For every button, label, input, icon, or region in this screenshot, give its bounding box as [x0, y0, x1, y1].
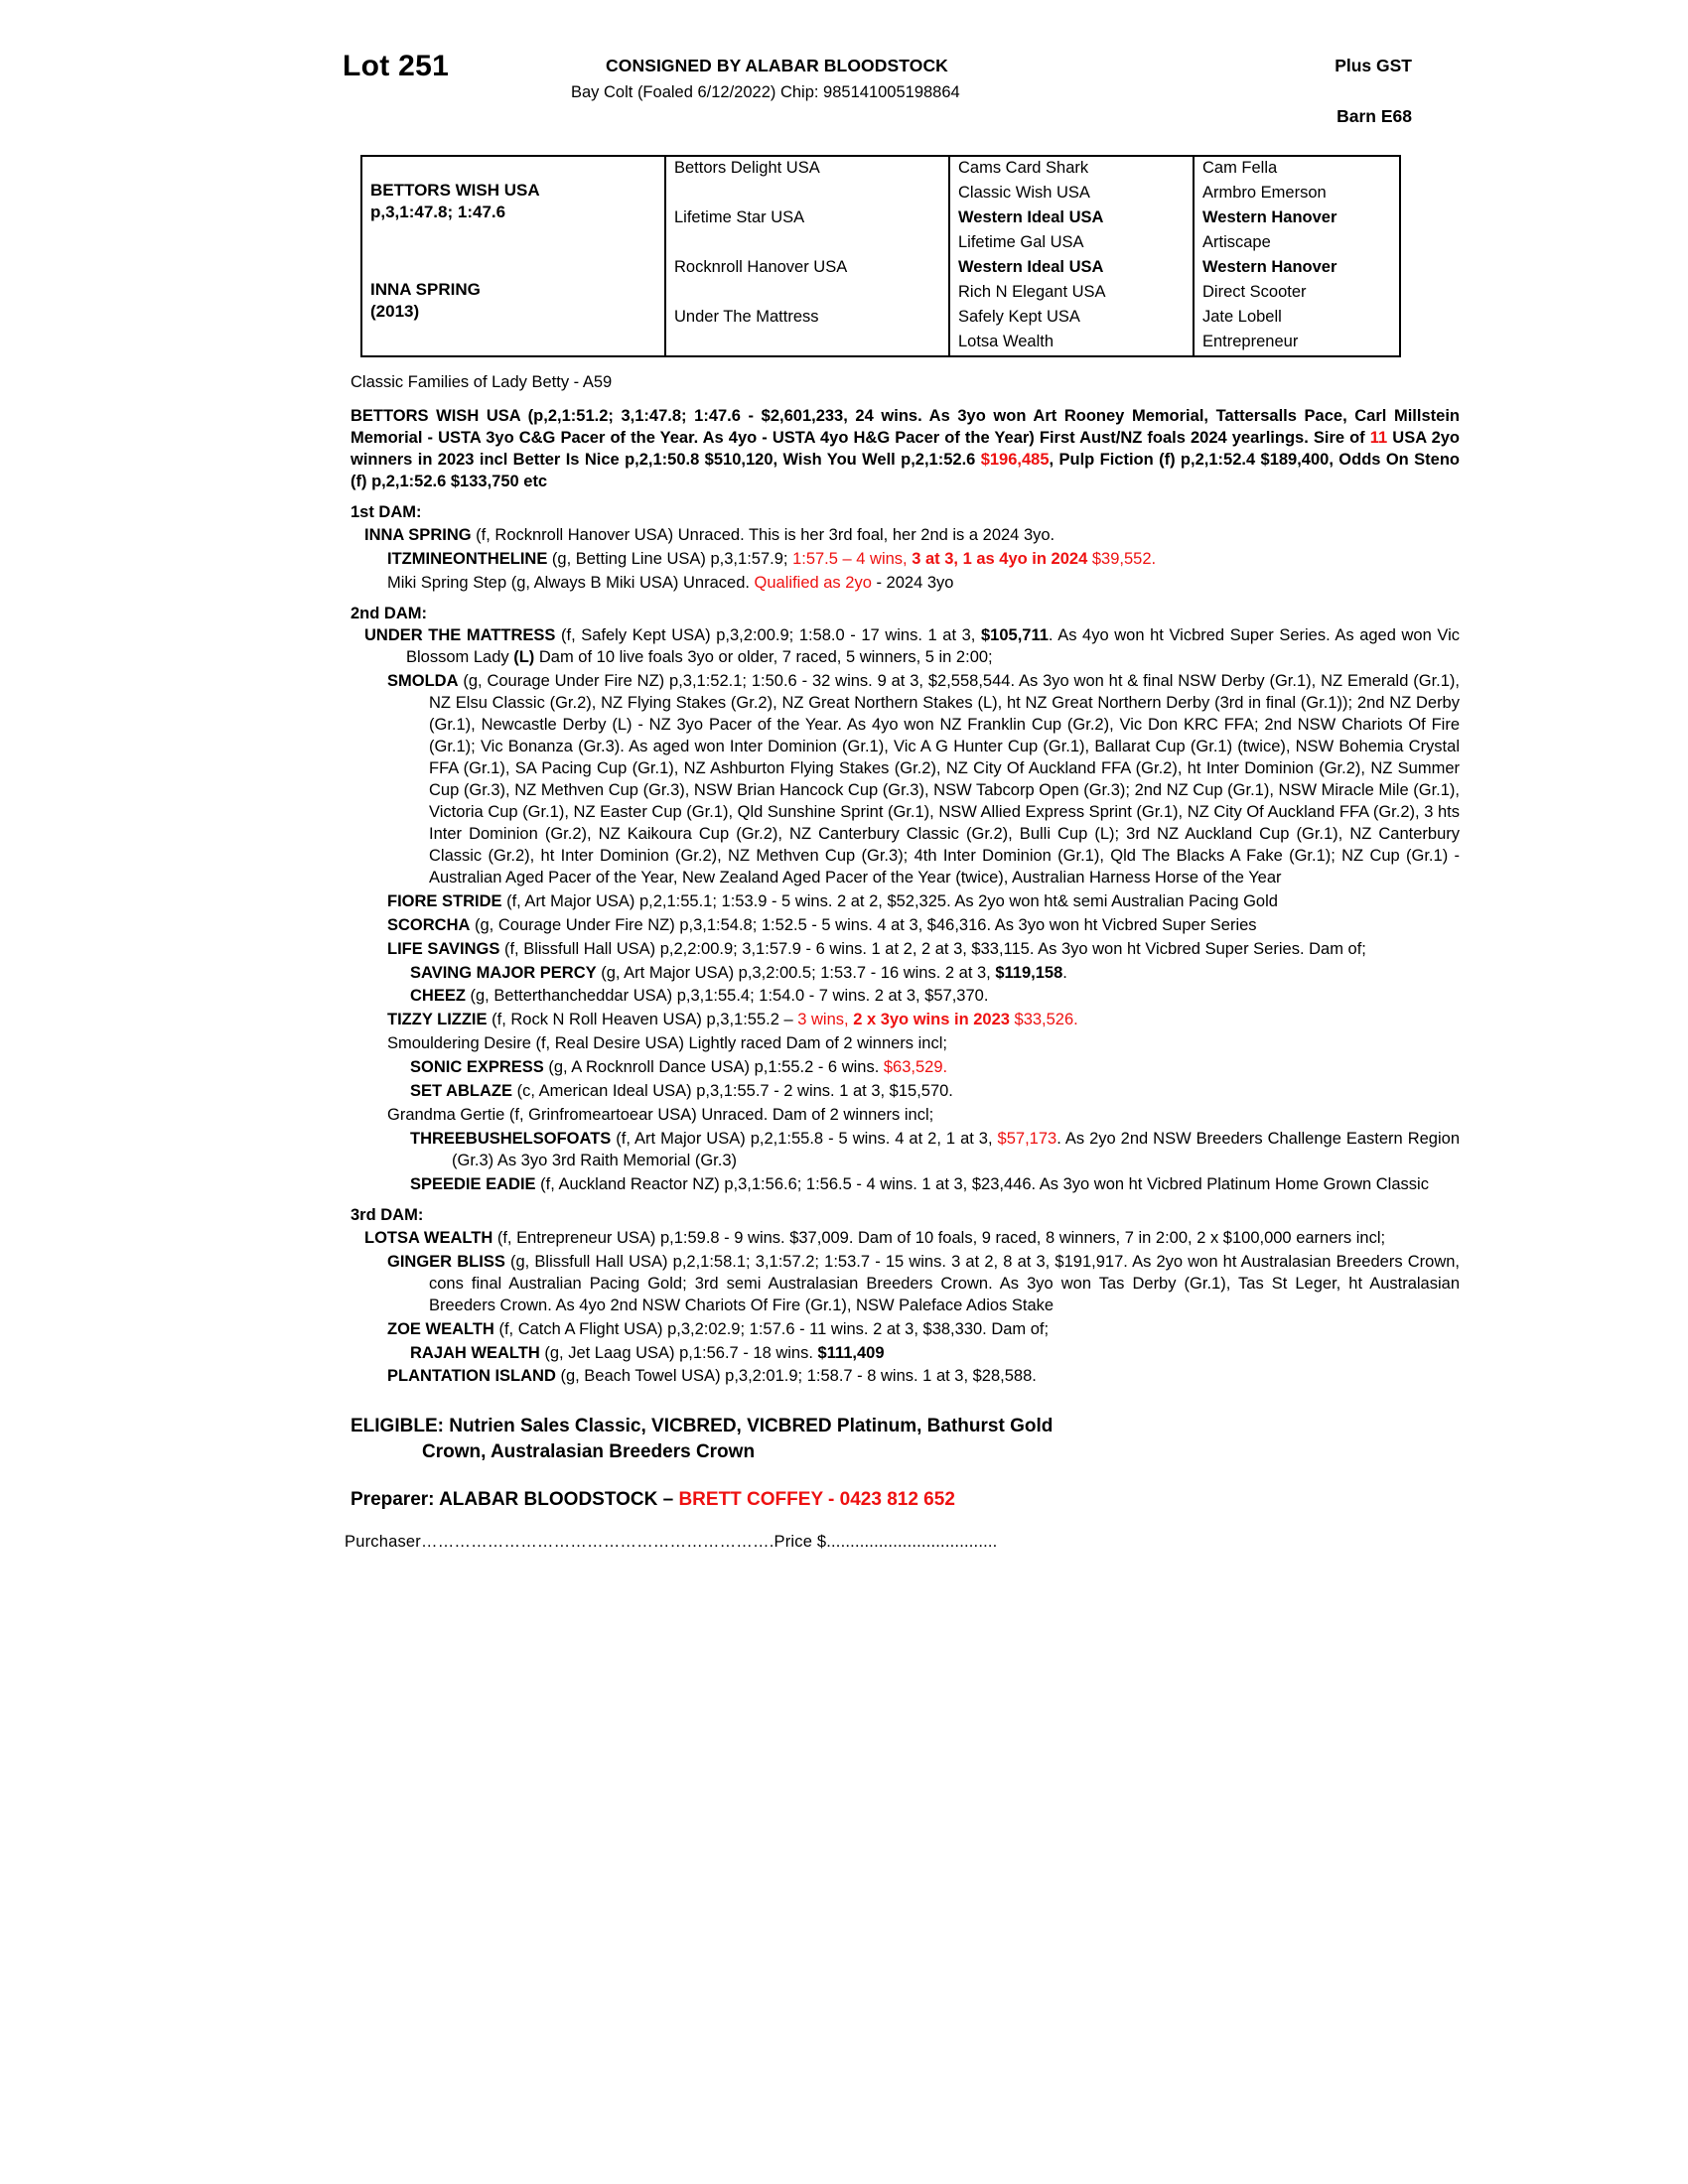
itz-red-bold: 3 at 3, 1 as 4yo in 2024	[912, 549, 1088, 568]
ginger-name: GINGER BLISS	[387, 1252, 505, 1271]
utm-d: (L)	[513, 648, 535, 667]
dam-cell	[361, 256, 665, 356]
zoe-name: ZOE WEALTH	[387, 1319, 494, 1338]
speedie-text: (f, Auckland Reactor NZ) p,3,1:56.6; 1:56.5 - 4 wins. 1 at 3, $23,446. As 3yo won ht Vicbred Platinum Home Grown Classic	[535, 1174, 1429, 1193]
plantation-text: (g, Beach Towel USA) p,3,2:01.9; 1:58.7 - 8 wins. 1 at 3, $28,588.	[555, 1367, 1037, 1386]
rajah-a: (g, Jet Laag USA) p,1:56.7 - 18 wins.	[539, 1343, 818, 1362]
tizzy-black: (f, Rock N Roll Heaven USA) p,3,1:55.2 –	[487, 1011, 798, 1029]
utm-b: $105,711	[981, 626, 1049, 645]
ped-gen4-1: Cam Fella	[1202, 159, 1278, 177]
family-line: Classic Families of Lady Betty - A59	[351, 373, 613, 391]
consignor-label: CONSIGNED BY ALABAR BLOODSTOCK	[606, 56, 948, 75]
grandma-gertie-entry: Grandma Gertie (f, Grinfromeartoear USA) Unraced. Dam of 2 winners incl;	[387, 1106, 934, 1125]
ped-gen2-3b	[665, 281, 949, 306]
dam1-rest: (f, Rocknroll Hanover USA) Unraced. This is her 3rd foal, her 2nd is a 2024 3yo.	[471, 525, 1055, 544]
table-row	[361, 156, 1400, 182]
ped-gen2-1b	[665, 182, 949, 206]
sire-para-3: , Pulp Fiction (f) p,2,1:52.4 $189,400, Odds On Steno (f) p,2,1:52.6 $133,750 etc	[351, 450, 1460, 490]
miki-red: Qualified as 2yo	[754, 573, 872, 592]
itz-black: (g, Betting Line USA) p,3,1:57.9;	[547, 549, 793, 568]
three-black-2: . As 2yo 2nd NSW Breeders Challenge Eastern Region (Gr.3) As 3yo 3rd Raith Memorial (Gr.3)	[452, 1130, 1460, 1169]
life-text: (f, Blissfull Hall USA) p,2,2:00.9; 3,1:57.9 - 6 wins. 1 at 2, 2 at 3, $33,115. As 3yo won ht Vicbred Super Series. Dam of;	[499, 939, 1366, 958]
ped-gen4-7: Jate Lobell	[1202, 308, 1282, 326]
ped-gen2-4b	[665, 331, 949, 356]
utm-name: UNDER THE MATTRESS	[364, 626, 556, 645]
second-dam-heading: 2nd DAM:	[351, 604, 427, 622]
purchaser-line: Purchaser……………………………………………………….Price $....................................	[345, 1532, 998, 1551]
miki-spring-step-entry	[387, 573, 1460, 595]
lotsa-wealth-entry	[364, 1228, 1460, 1250]
ped-gen4-6: Direct Scooter	[1202, 283, 1307, 301]
sire-para-red-1: 11	[1369, 428, 1388, 447]
three-black-1: (f, Art Major USA) p,2,1:55.8 - 5 wins. 4 at 2, 1 at 3,	[611, 1130, 998, 1149]
miki-black-2: - 2024 3yo	[871, 573, 954, 592]
smouldering-desire-entry: Smouldering Desire (f, Real Desire USA) Lightly raced Dam of 2 winners incl;	[387, 1034, 947, 1053]
speedie-eadie-entry	[410, 1174, 1460, 1196]
fiore-text: (f, Art Major USA) p,2,1:55.1; 1:53.9 - 5 wins. 2 at 2, $52,325. As 2yo won ht& semi Australian Pacing Gold	[501, 891, 1278, 910]
ped-gen3-1: Cams Card Shark	[949, 156, 1194, 182]
smp-name: SAVING MAJOR PERCY	[410, 963, 597, 982]
plantation-island-entry	[387, 1366, 1460, 1388]
rajah-b: $111,409	[817, 1343, 885, 1362]
ped-gen4-5: Western Hanover	[1202, 258, 1337, 276]
ped-gen4-3: Western Hanover	[1202, 208, 1337, 226]
smp-a: (g, Art Major USA) p,3,2:00.5; 1:53.7 - 16 wins. 2 at 3,	[596, 963, 996, 982]
dam1-line	[364, 525, 1460, 547]
fiore-name: FIORE STRIDE	[387, 891, 502, 910]
eligible-line-1: ELIGIBLE: Nutrien Sales Classic, VICBRED, VICBRED Platinum, Bathurst Gold	[351, 1416, 1054, 1437]
utm-a: (f, Safely Kept USA) p,3,2:00.9; 1:58.0 - 17 wins. 1 at 3,	[555, 626, 981, 645]
smolda-entry	[387, 671, 1460, 888]
dam-year: (2013)	[370, 302, 420, 322]
tizzy-red-1: 3 wins,	[797, 1011, 854, 1029]
lotsa-name: LOTSA WEALTH	[364, 1228, 493, 1247]
smp-b: $119,158	[995, 963, 1063, 982]
scorcha-text: (g, Courage Under Fire NZ) p,3,1:54.8; 1:52.5 - 5 wins. 4 at 3, $46,316. As 3yo won ht Vicbred Super Series	[470, 915, 1257, 934]
sonic-red: $63,529.	[883, 1058, 948, 1077]
ped-gen3-3: Western Ideal USA	[949, 206, 1194, 231]
ped-gen3-6: Rich N Elegant USA	[949, 281, 1194, 306]
sire-name: BETTORS WISH USA	[370, 181, 540, 200]
table-row	[361, 256, 1400, 281]
smolda-text: (g, Courage Under Fire NZ) p,3,1:52.1; 1:50.6 - 32 wins. 9 at 3, $2,558,544. As 3yo won ht & final NSW Derby (Gr.1), NZ Emerald (Gr.1), NZ Elsu Classic (Gr.2), NZ Flying Stakes (Gr.2), NZ Great Northern Stakes (L), ht NZ Great Northern Derby (3rd in final (Gr.1)); 2nd NZ Derby (Gr.1), Newcastle Derby (L) - NZ 3yo Pacer of the Year. As 4yo won NZ Franklin Cup (Gr.2), Vic Don KRC FFA; 2nd NSW Chariots Of Fire (Gr.1); Vic Bonanza (Gr.3). As aged won Inter Dominion (Gr.1), Vic A G Hunter Cup (Gr.1), Ballarat Cup (Gr.1) (twice), NSW Bohemia Crystal FFA (Gr.1), SA Pacing Cup (Gr.1), NZ Ashburton Flying Stakes (Gr.2), NZ City Of Auckland FFA (Gr.2), ht Inter Dominion (Gr.2), NZ Summer Cup (Gr.3), NZ Methven Cup (Gr.3), NSW Brian Hancock Cup (Gr.3), NSW Tabcorp Open (Gr.3); 2nd NZ Cup (Gr.1), NSW Miracle Mile (Gr.1), Victoria Cup (Gr.1), NZ Easter Cup (Gr.1), Qld Sunshine Sprint (Gr.1), NSW Allied Express Sprint (Gr.1), NZ City Of Auckland FFA (Gr.2), 3 hts Inter Dominion (Gr.2), NZ Kaikoura Cup (Gr.2), NZ Canterbury Classic (Gr.2), Bulli Cup (L); 3rd NZ Auckland Cup (Gr.1), NZ Canterbury Classic (Gr.2), ht Inter Dominion (Gr.2), NZ Methven Cup (Gr.3); 4th Inter Dominion (Gr.1), Qld The Blacks A Fake (Gr.1); NZ Cup (Gr.1) - Australian Aged Pacer of the Year, New Zealand Aged Pacer of the Year (twice), Australian Harness Horse of the Year	[429, 672, 1460, 887]
ped-gen3-5: Western Ideal USA	[949, 256, 1194, 281]
ped-gen4-2: Armbro Emerson	[1202, 184, 1327, 202]
ped-gen4-4: Artiscape	[1202, 233, 1271, 251]
smolda-name: SMOLDA	[387, 672, 459, 691]
setab-text: (c, American Ideal USA) p,3,1:55.7 - 2 wins. 1 at 3, $15,570.	[511, 1082, 953, 1101]
ped-gen2-2b	[665, 231, 949, 256]
lotsa-text: (f, Entrepreneur USA) p,1:59.8 - 9 wins. $37,009. Dam of 10 foals, 9 raced, 8 winners, 7 in 2:00, 2 x $100,000 earners incl;	[492, 1228, 1386, 1247]
pedigree-table	[360, 155, 1401, 357]
sonic-black: (g, A Rocknroll Dance USA) p,1:55.2 - 6 wins.	[543, 1058, 884, 1077]
cheez-entry	[410, 986, 1460, 1008]
zoe-wealth-entry	[387, 1319, 1460, 1341]
utm-e: Dam of 10 live foals 3yo or older, 7 raced, 5 winners, 5 in 2:00;	[534, 648, 993, 667]
preparer-label: Preparer: ALABAR BLOODSTOCK –	[351, 1488, 679, 1510]
ped-gen3-4: Lifetime Gal USA	[949, 231, 1194, 256]
ped-gen2-4: Under The Mattress	[665, 306, 949, 331]
sonic-name: SONIC EXPRESS	[410, 1058, 544, 1077]
sire-paragraph	[351, 406, 1460, 493]
itz-name: ITZMINEONTHELINE	[387, 549, 548, 568]
dam1-name: INNA SPRING	[364, 525, 472, 544]
sire-para-2: USA 2yo winners in 2023 incl Better Is Nice p,2,1:50.8 $510,120, Wish You Well p,2,1:52.6	[351, 428, 1460, 469]
ped-gen3-7: Safely Kept USA	[949, 306, 1194, 331]
smp-c: .	[1062, 963, 1067, 982]
threebushelsofoats-entry	[410, 1129, 1460, 1172]
pedigree-body	[343, 406, 1460, 1388]
tizzy-name: TIZZY LIZZIE	[387, 1011, 488, 1029]
speedie-name: SPEEDIE EADIE	[410, 1174, 536, 1193]
miki-black-1: Miki Spring Step (g, Always B Miki USA) Unraced.	[387, 573, 755, 592]
life-savings-entry	[387, 939, 1460, 961]
rajah-wealth-entry	[410, 1343, 1460, 1365]
setab-name: SET ABLAZE	[410, 1082, 512, 1101]
rajah-name: RAJAH WEALTH	[410, 1343, 540, 1362]
sire-record: p,3,1:47.8; 1:47.6	[370, 203, 506, 222]
dam-name: INNA SPRING	[370, 280, 481, 299]
tizzy-lizzie-entry	[387, 1010, 1460, 1031]
sire-cell	[361, 156, 665, 256]
fiore-stride-entry	[387, 891, 1460, 913]
tizzy-red-2: $33,526.	[1009, 1011, 1078, 1029]
tizzy-red-bold: 2 x 3yo wins in 2023	[853, 1011, 1010, 1029]
three-name: THREEBUSHELSOFOATS	[410, 1130, 612, 1149]
preparer-block	[351, 1489, 1460, 1511]
cheez-name: CHEEZ	[410, 987, 466, 1006]
set-ablaze-entry	[410, 1081, 1460, 1103]
sonic-express-entry	[410, 1057, 1460, 1079]
third-dam-heading: 3rd DAM:	[351, 1205, 424, 1224]
scorcha-name: SCORCHA	[387, 915, 471, 934]
ped-gen3-8: Lotsa Wealth	[949, 331, 1194, 356]
lot-number: Lot 251	[343, 50, 450, 82]
saving-major-percy-entry	[410, 963, 1460, 985]
first-dam-heading: 1st DAM:	[351, 502, 422, 521]
ginger-bliss-entry	[387, 1252, 1460, 1317]
plantation-name: PLANTATION ISLAND	[387, 1367, 556, 1386]
ped-gen3-2: Classic Wish USA	[949, 182, 1194, 206]
life-name: LIFE SAVINGS	[387, 939, 500, 958]
barn-label: Barn E68	[1336, 106, 1412, 126]
ped-gen2-1: Bettors Delight USA	[665, 156, 949, 182]
sire-para-red-2: $196,485	[980, 450, 1050, 469]
ped-gen4-8: Entrepreneur	[1202, 333, 1299, 350]
page-header	[343, 48, 1460, 147]
eligible-block	[351, 1414, 1460, 1464]
itz-red-2: $39,552.	[1087, 549, 1157, 568]
utm-c: . As 4yo won ht Vicbred Super Series. As aged won Vic Blossom Lady	[406, 626, 1460, 667]
scorcha-entry	[387, 915, 1460, 937]
sire-para-1: BETTORS WISH USA (p,2,1:51.2; 3,1:47.8; 1:47.6 - $2,601,233, 24 wins. As 3yo won Art Rooney Memorial, Tattersalls Pace, Carl Millstein Memorial - USTA 3yo C&G Pacer of the Year. As 4yo - USTA 4yo H&G Pacer of the Year) First Aust/NZ foals 2024 yearlings. Sire of	[351, 407, 1460, 447]
cheez-text: (g, Betterthancheddar USA) p,3,1:55.4; 1:54.0 - 7 wins. 2 at 3, $57,370.	[465, 987, 989, 1006]
horse-description: Bay Colt (Foaled 6/12/2022) Chip: 985141005198864	[571, 83, 960, 101]
preparer-contact: BRETT COFFEY - 0423 812 652	[678, 1488, 955, 1510]
ped-gen2-2: Lifetime Star USA	[665, 206, 949, 231]
zoe-text: (f, Catch A Flight USA) p,3,2:02.9; 1:57.6 - 11 wins. 2 at 3, $38,330. Dam of;	[493, 1319, 1050, 1338]
three-red: $57,173	[997, 1130, 1057, 1149]
itz-red-1: 1:57.5 – 4 wins,	[792, 549, 913, 568]
under-the-mattress-entry	[364, 625, 1460, 669]
eligible-line-2: Crown, Australasian Breeders Crown	[422, 1441, 756, 1463]
ped-gen2-3: Rocknroll Hanover USA	[665, 256, 949, 281]
itzmineontheline-entry	[387, 549, 1460, 571]
plus-gst-label: Plus GST	[1335, 56, 1412, 75]
ginger-text: (g, Blissfull Hall USA) p,2,1:58.1; 3,1:57.2; 1:53.7 - 15 wins. 3 at 2, 8 at 3, $191,917. As 2yo won ht Australasian Breeders Crown, cons final Australian Pacing Gold; 3rd semi Australasian Breeders Crown. As 3yo won Tas Derby (Gr.1), Tas St Leger, ht Australasian Breeders Crown. As 4yo 2nd NSW Chariots Of Fire (Gr.1), NSW Paleface Adios Stake	[429, 1252, 1460, 1314]
